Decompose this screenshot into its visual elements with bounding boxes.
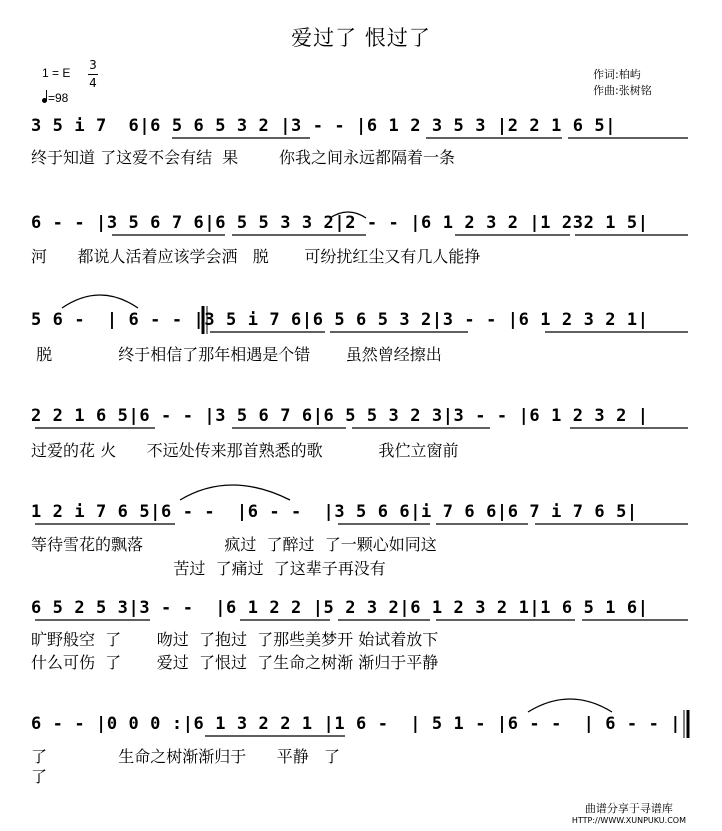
time-signature-top: 3 bbox=[89, 58, 97, 72]
lyric-row-verse-1: 了 生命之树渐渐归于 平静 了 bbox=[31, 747, 340, 766]
lyric-row: 过爱的花 火 不远处传来那首熟悉的歌 我伫立窗前 bbox=[31, 441, 459, 460]
notation-row: 2 2 1 6 5|6 - - |3 5 6 7 6|6 5 5 3 2 3|3 - - |6 1 2 3 2 | bbox=[31, 406, 649, 426]
key-signature: 1 = E bbox=[42, 66, 71, 80]
song-title: 爱过了 恨过了 bbox=[291, 26, 431, 50]
time-signature-bottom: 4 bbox=[89, 76, 97, 90]
notation-row: 6 5 2 5 3|3 - - |6 1 2 2 |5 2 3 2|6 1 2 3 2 1|1 6 5 1 6| bbox=[31, 598, 649, 618]
lyricist-credit: 作词:柏屿 bbox=[593, 68, 641, 81]
footer-credit bbox=[572, 800, 686, 825]
lyric-row-verse-2: 了 bbox=[31, 767, 48, 786]
lyric-row: 终于知道 了这爱不会有结 果 你我之间永远都隔着一条 bbox=[31, 148, 455, 167]
lyric-row-verse-2: 什么可伤 了 爱过 了恨过 了生命之树渐 渐归于平静 bbox=[31, 653, 439, 672]
lyric-row-verse-2: 苦过 了痛过 了这辈子再没有 bbox=[31, 559, 386, 578]
lyric-row-verse-1: 旷野般空 了 吻过 了抱过 了那些美梦开 始试着放下 bbox=[31, 630, 439, 649]
slur-mark bbox=[330, 212, 366, 218]
composer-credit: 作曲:张树铭 bbox=[593, 84, 652, 97]
notation-row: 6 - - |3 5 6 7 6|6 5 5 3 3 2|2 - - |6 1 2 3 2 |1 232 1 5| bbox=[31, 213, 649, 233]
notation-row: 5 6 - | 6 - - |3 5 i 7 6|6 5 6 5 3 2|3 - - |6 1 2 3 2 1| bbox=[31, 310, 649, 330]
tie-mark bbox=[62, 295, 138, 308]
footer-url[interactable]: HTTP://WWW.XUNPUKU.COM bbox=[571, 816, 686, 825]
lyric-row-verse-1: 等待雪花的飘落 疯过 了醉过 了一颗心如同这 bbox=[31, 535, 437, 554]
notation-row: 1 2 i 7 6 5|6 - - |6 - - |3 5 6 6|i 7 6 6|6 7 i 7 6 5| bbox=[31, 502, 638, 522]
footer-text: 曲谱分享于寻谱库 bbox=[584, 802, 673, 815]
lyric-row: 脱 终于相信了那年相遇是个错 虽然曾经擦出 bbox=[31, 345, 442, 364]
tie-mark bbox=[528, 699, 612, 712]
tempo-value: =98 bbox=[48, 91, 69, 105]
notation-row: 6 - - |0 0 0 :|6 1 3 2 2 1 |1 6 - | 5 1 - |6 - - | 6 - - | bbox=[31, 714, 682, 734]
lyric-row: 河 都说人活着应该学会洒 脱 可纷扰红尘又有几人能挣 bbox=[31, 247, 481, 266]
notation-row: 3 5 i 7 6|6 5 6 5 3 2 |3 - - |6 1 2 3 5 3 |2 2 1 6 5| bbox=[31, 116, 617, 136]
tie-mark bbox=[180, 485, 290, 500]
